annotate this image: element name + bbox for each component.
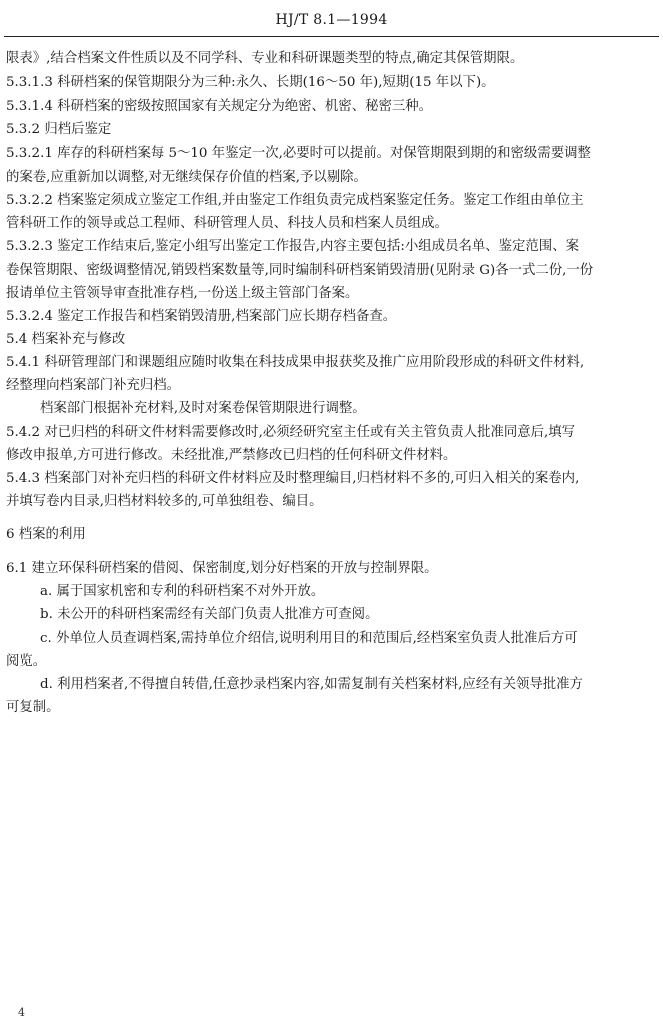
text-line: 阅览。: [6, 654, 47, 669]
list-item-b: b. 未公开的科研档案需经有关部门负责人批准方可查阅。: [40, 607, 379, 622]
clause-5-4-2: 5.4.2 对已归档的科研文件材料需要修改时,必须经研究室主任或有关主管负责人批准同意后,填写: [6, 425, 576, 440]
text-line: 经整理向档案部门补充归档。: [6, 378, 181, 393]
text-line: 限表》,结合档案文件性质以及不同学科、专业和科研课题类型的特点,确定其保管期限。: [6, 51, 524, 66]
list-item-c: c. 外单位人员查调档案,需持单位介绍信,说明利用目的和范围后,经档案室负责人批准后方可: [40, 631, 578, 646]
text-line: 档案部门根据补充材料,及时对案卷保管期限进行调整。: [40, 401, 366, 416]
clause-5-3-2-3: 5.3.2.3 鉴定工作结束后,鉴定小组写出鉴定工作报告,内容主要包括:小组成员名单、鉴定范围、案: [6, 239, 579, 254]
heading-5-3-2: 5.3.2 归档后鉴定: [6, 122, 112, 137]
clause-5-3-2-4: 5.3.2.4 鉴定工作报告和档案销毁清册,档案部门应长期存档备查。: [6, 309, 397, 324]
clause-5-4-1: 5.4.1 科研管理部门和课题组应随时收集在科技成果申报获奖及推广应用阶段形成的科研文件材料,: [6, 355, 585, 370]
clause-5-3-1-3: 5.3.1.3 科研档案的保管期限分为三种:永久、长期(16～50 年),短期(15 年以下)。: [6, 75, 495, 90]
text-line: 并填写卷内目录,归档材料较多的,可单独组卷、编目。: [6, 494, 323, 509]
list-item-d: d. 利用档案者,不得擅自转借,任意抄录档案内容,如需复制有关档案材料,应经有关领导批准方: [40, 677, 583, 692]
page-number: 4: [18, 1006, 25, 1019]
clause-6-1: 6.1 建立环保科研档案的借阅、保密制度,划分好档案的开放与控制界限。: [6, 561, 438, 576]
text-line: 可复制。: [6, 700, 60, 715]
page-header-standard-code: HJ/T 8.1—1994: [275, 12, 388, 28]
heading-5-4: 5.4 档案补充与修改: [6, 332, 126, 347]
clause-5-3-2-1: 5.3.2.1 库存的科研档案每 5～10 年鉴定一次,必要时可以提前。对保管期限到期的和密级需要调整: [6, 146, 591, 161]
text-line: 管科研工作的领导或总工程师、科研管理人员、科技人员和档案人员组成。: [6, 216, 448, 231]
text-line: 的案卷,应重新加以调整,对无继续保存价值的档案,予以剔除。: [6, 170, 367, 185]
text-line: 卷保管期限、密级调整情况,销毁档案数量等,同时编制科研档案销毁清册(见附录 G)各一式二份,一份: [6, 263, 594, 278]
heading-6: 6 档案的利用: [6, 527, 86, 542]
clause-5-3-2-2: 5.3.2.2 档案鉴定须成立鉴定工作组,并由鉴定工作组负责完成档案鉴定任务。鉴定工作组由单位主: [6, 193, 584, 208]
text-line: 修改申报单,方可进行修改。未经批准,严禁修改已归档的任何科研文件材料。: [6, 448, 457, 463]
clause-5-3-1-4: 5.3.1.4 科研档案的密级按照国家有关规定分为绝密、机密、秘密三种。: [6, 99, 433, 114]
text-line: 报请单位主管领导审查批准存档,一份送上级主管部门备案。: [6, 286, 359, 301]
clause-5-4-3: 5.4.3 档案部门对补充归档的科研文件材料应及时整理编目,归档材料不多的,可归入相关的案卷内,: [6, 471, 580, 486]
header-rule: [4, 36, 659, 37]
list-item-a: a. 属于国家机密和专利的科研档案不对外开放。: [40, 584, 325, 599]
